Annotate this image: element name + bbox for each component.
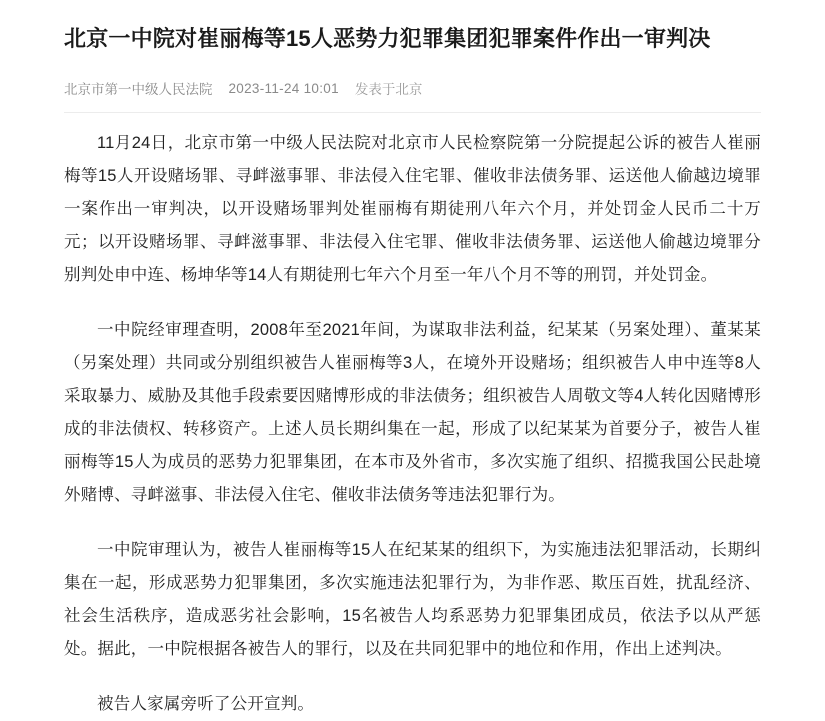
article-location: 发表于北京: [354, 82, 423, 97]
article-meta: [64, 78, 761, 98]
article-paragraph: 11月24日，北京市第一中级人民法院对北京市人民检察院第一分院提起公诉的被告人崔丽梅等15人开设赌场罪、寻衅滋事罪、非法侵入住宅罪、催收非法债务罪、运送他人偷越边境罪一案作出一审判决，以开设赌场罪判处崔丽梅有期徒刑八年六个月，并处罚金人民币二十万元；以开设赌场罪、寻衅滋事罪、非法侵入住宅罪、催收非法债务罪、运送他人偷越边境罪分别判处申中连、杨坤华等14人有期徒刑七年六个月至一年八个月不等的刑罚，并处罚金。: [64, 134, 761, 284]
article-source: 北京市第一中级人民法院: [64, 82, 213, 97]
page-title: 北京一中院对崔丽梅等15人恶势力犯罪集团犯罪案件作出一审判决: [64, 26, 711, 51]
article-paragraph: 一中院经审理查明，2008年至2021年间，为谋取非法利益，纪某某（另案处理）、董某某（另案处理）共同或分别组织被告人崔丽梅等3人，在境外开设赌场；组织被告人申中连等8人采取暴力、威胁及其他手段索要因赌博形成的非法债务；组织被告人周敬文等4人转化因赌博形成的非法债权、转移资产。上述人员长期纠集在一起，形成了以纪某某为首要分子，被告人崔丽梅等15人为成员的恶势力犯罪集团，在本市及外省市，多次实施了组织、招揽我国公民赴境外赌博、寻衅滋事、非法侵入住宅、催收非法债务等违法犯罪行为。: [64, 321, 761, 504]
article-paragraph: 一中院审理认为，被告人崔丽梅等15人在纪某某的组织下，为实施违法犯罪活动，长期纠集在一起，形成恶势力犯罪集团，多次实施违法犯罪行为，为非作恶、欺压百姓，扰乱经济、社会生活秩序，造成恶劣社会影响，15名被告人均系恶势力犯罪集团成员，依法予以从严惩处。据此，一中院根据各被告人的罪行，以及在共同犯罪中的地位和作用，作出上述判决。: [64, 541, 761, 658]
article-header: [0, 0, 825, 113]
article-paragraph: 被告人家属旁听了公开宣判。: [97, 695, 315, 713]
article-body: [0, 113, 825, 721]
article-timestamp: 2023-11-24 10:01: [228, 80, 339, 96]
